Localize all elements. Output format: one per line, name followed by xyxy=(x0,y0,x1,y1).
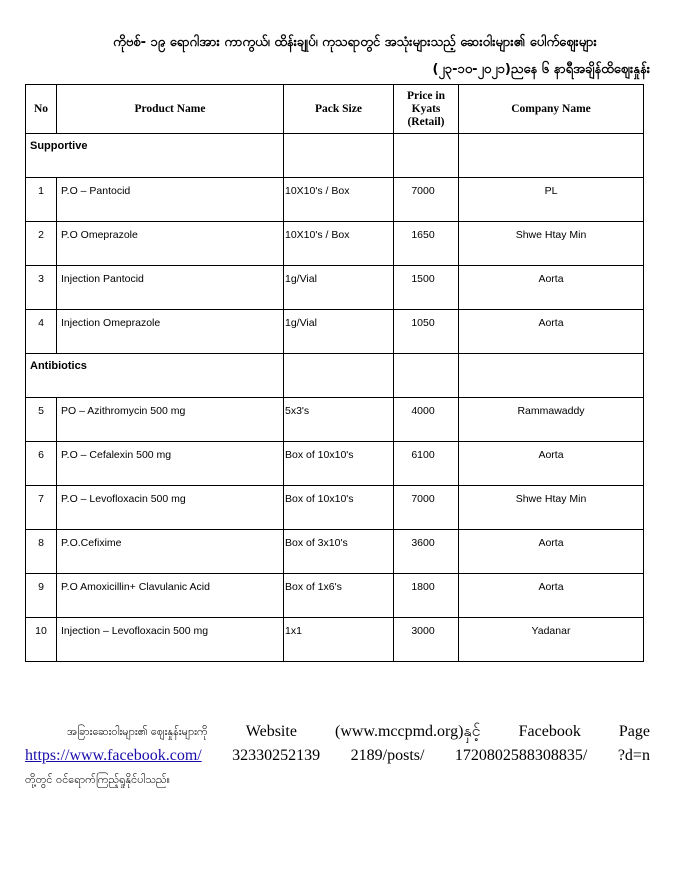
cell-price xyxy=(394,574,459,618)
cell-product xyxy=(57,442,284,486)
cell-pack-text: Box of 10x10's xyxy=(285,493,354,505)
cell-pack xyxy=(284,266,394,310)
page-subtitle-date: (၂၃-၁၀-၂၀၂၁)ညနေ ၆ နာရီအချိန်ထိဈေးနှုန်း xyxy=(432,62,650,77)
cell-pack-text: 5x3's xyxy=(285,405,310,417)
cell-pack-text: 1x1 xyxy=(285,625,302,637)
empty-cell xyxy=(459,354,644,398)
cell-pack xyxy=(284,530,394,574)
cell-price-text: 3000 xyxy=(411,625,435,637)
cell-price xyxy=(394,178,459,222)
column-header-pack: Pack Size xyxy=(284,85,394,134)
cell-price-text: 1650 xyxy=(411,229,435,241)
cell-company-text: Aorta xyxy=(538,273,564,285)
cell-price xyxy=(394,618,459,662)
section-label: Supportive xyxy=(30,140,88,152)
cell-company-text: Aorta xyxy=(538,537,564,549)
column-header-company: Company Name xyxy=(459,85,644,134)
cell-product-text: P.O – Cefalexin 500 mg xyxy=(61,449,172,461)
cell-pack xyxy=(284,398,394,442)
column-header-product: Product Name xyxy=(57,85,284,134)
cell-no-text: 1 xyxy=(38,185,44,197)
cell-company xyxy=(459,222,644,266)
cell-no-text: 9 xyxy=(38,581,44,593)
cell-pack xyxy=(284,178,394,222)
cell-no-text: 3 xyxy=(38,273,44,285)
footer-text: Website xyxy=(245,723,297,740)
table-row xyxy=(26,310,644,354)
cell-pack xyxy=(284,618,394,662)
cell-pack-text: 1g/Vial xyxy=(285,317,317,329)
section-row xyxy=(26,134,644,178)
cell-price-text: 4000 xyxy=(411,405,435,417)
table-row xyxy=(26,222,644,266)
cell-company-text: Shwe Htay Min xyxy=(515,493,587,505)
cell-company xyxy=(459,442,644,486)
footer-link-part: ?d=n xyxy=(617,747,650,764)
table-row xyxy=(26,266,644,310)
cell-pack xyxy=(284,310,394,354)
cell-pack xyxy=(284,442,394,486)
cell-no-text: 10 xyxy=(35,625,47,637)
cell-company-text: Shwe Htay Min xyxy=(515,229,587,241)
table-row xyxy=(26,178,644,222)
page-title: ကိုဗစ်- ၁၉ ရောဂါအား ကာကွယ်၊ ထိန်းချုပ်၊ ကုသရာတွင် အသုံးများသည့် ဆေးဝါးများ၏ ပေါက်ဈေးများ xyxy=(113,35,597,50)
cell-no xyxy=(26,530,57,574)
section-cell xyxy=(26,134,284,178)
table-row xyxy=(26,574,644,618)
cell-price-text: 7000 xyxy=(411,185,435,197)
cell-product-text: Injection – Levofloxacin 500 mg xyxy=(61,625,209,637)
empty-cell xyxy=(394,354,459,398)
cell-price xyxy=(394,398,459,442)
footer-line-3: တို့တွင် ဝင်ရောက်ကြည့်ရှုနိုင်ပါသည်။ xyxy=(25,773,170,786)
empty-cell xyxy=(394,134,459,178)
cell-pack-text: 10X10's / Box xyxy=(285,229,350,241)
cell-company-text: Yadanar xyxy=(531,625,571,637)
table-row xyxy=(26,618,644,662)
cell-price xyxy=(394,310,459,354)
cell-company xyxy=(459,310,644,354)
cell-price-text: 6100 xyxy=(411,449,435,461)
cell-company xyxy=(459,530,644,574)
table-row xyxy=(26,486,644,530)
cell-product xyxy=(57,398,284,442)
cell-product xyxy=(57,310,284,354)
cell-company xyxy=(459,486,644,530)
footer-link-part: 1720802588308835/ xyxy=(454,747,588,764)
cell-pack-text: Box of 1x6's xyxy=(285,581,342,593)
cell-no xyxy=(26,486,57,530)
empty-cell xyxy=(284,134,394,178)
cell-price-text: 1500 xyxy=(411,273,435,285)
table-row xyxy=(26,530,644,574)
cell-no xyxy=(26,398,57,442)
column-header-price: Price in Kyats (Retail) xyxy=(394,85,459,134)
cell-company xyxy=(459,398,644,442)
section-label: Antibiotics xyxy=(30,360,87,372)
table-body xyxy=(26,134,644,662)
footer-note xyxy=(25,720,650,792)
cell-no xyxy=(26,618,57,662)
table-row xyxy=(26,442,644,486)
cell-product xyxy=(57,266,284,310)
cell-no xyxy=(26,574,57,618)
cell-price xyxy=(394,266,459,310)
cell-price xyxy=(394,442,459,486)
cell-product xyxy=(57,530,284,574)
cell-company-text: Aorta xyxy=(538,317,564,329)
footer-text: Facebook xyxy=(518,723,581,740)
cell-company xyxy=(459,178,644,222)
footer-link-part: 2189/posts/ xyxy=(350,747,425,764)
empty-cell xyxy=(459,134,644,178)
footer-line-1 xyxy=(25,720,650,744)
footer-line-2 xyxy=(25,744,650,768)
cell-product-text: Injection Pantocid xyxy=(61,273,144,285)
cell-price xyxy=(394,222,459,266)
price-table xyxy=(25,84,644,662)
cell-pack xyxy=(284,486,394,530)
facebook-link[interactable]: https://www.facebook.com/ xyxy=(25,747,202,764)
cell-product xyxy=(57,486,284,530)
cell-product-text: P.O Amoxicillin+ Clavulanic Acid xyxy=(61,581,210,593)
cell-product xyxy=(57,178,284,222)
cell-no-text: 4 xyxy=(38,317,44,329)
cell-company xyxy=(459,574,644,618)
cell-no-text: 7 xyxy=(38,493,44,505)
table-row xyxy=(26,398,644,442)
cell-no-text: 2 xyxy=(38,229,44,241)
cell-price-text: 1800 xyxy=(411,581,435,593)
cell-product-text: Injection Omeprazole xyxy=(61,317,161,329)
cell-no-text: 6 xyxy=(38,449,44,461)
cell-company-text: Aorta xyxy=(538,449,564,461)
table-header-row xyxy=(26,85,644,134)
cell-product-text: P.O – Pantocid xyxy=(61,185,131,197)
cell-product-text: P.O Omeprazole xyxy=(61,229,138,241)
cell-price-text: 1050 xyxy=(411,317,435,329)
website-link-text[interactable]: (www.mccpmd.org)နှင့် xyxy=(334,723,481,740)
cell-price-text: 3600 xyxy=(411,537,435,549)
cell-pack-text: Box of 10x10's xyxy=(285,449,354,461)
footer-text: Page xyxy=(618,723,650,740)
cell-no-text: 5 xyxy=(38,405,44,417)
empty-cell xyxy=(284,354,394,398)
section-row xyxy=(26,354,644,398)
cell-company xyxy=(459,266,644,310)
cell-company xyxy=(459,618,644,662)
cell-no-text: 8 xyxy=(38,537,44,549)
cell-product xyxy=(57,618,284,662)
cell-no xyxy=(26,310,57,354)
cell-price xyxy=(394,486,459,530)
cell-company-text: PL xyxy=(544,185,558,197)
cell-no xyxy=(26,442,57,486)
footer-link-part: 32330252139 xyxy=(232,747,321,764)
cell-product xyxy=(57,574,284,618)
cell-pack-text: Box of 3x10's xyxy=(285,537,348,549)
cell-product xyxy=(57,222,284,266)
section-cell xyxy=(26,354,284,398)
cell-product-text: P.O.Cefixime xyxy=(61,537,122,549)
cell-price-text: 7000 xyxy=(411,493,435,505)
footer-text: အခြားဆေးဝါးများ၏ ဈေးနှုန်းများကို xyxy=(67,725,208,738)
cell-company-text: Rammawaddy xyxy=(517,405,585,417)
cell-no xyxy=(26,266,57,310)
cell-no xyxy=(26,222,57,266)
cell-price xyxy=(394,530,459,574)
cell-pack xyxy=(284,574,394,618)
cell-company-text: Aorta xyxy=(538,581,564,593)
cell-product-text: P.O – Levofloxacin 500 mg xyxy=(61,493,186,505)
cell-pack xyxy=(284,222,394,266)
column-header-no: No xyxy=(26,85,57,134)
cell-product-text: PO – Azithromycin 500 mg xyxy=(61,405,186,417)
cell-no xyxy=(26,178,57,222)
cell-pack-text: 10X10's / Box xyxy=(285,185,350,197)
cell-pack-text: 1g/Vial xyxy=(285,273,317,285)
